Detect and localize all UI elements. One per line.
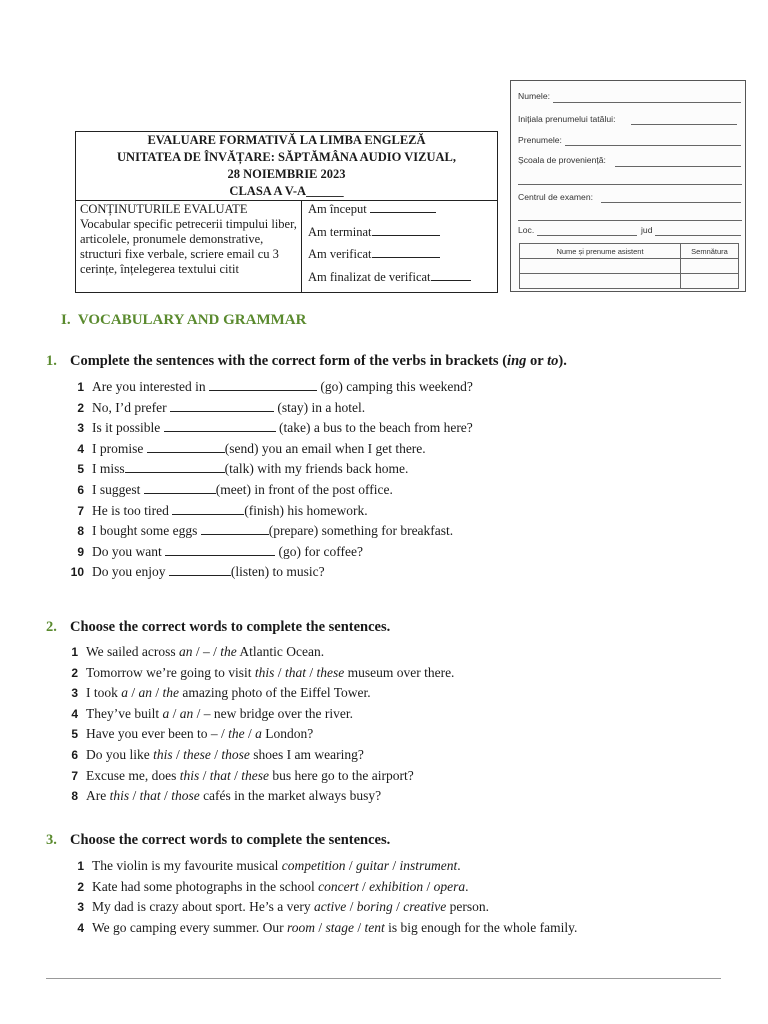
section-numeral: I. <box>61 312 71 328</box>
word-option[interactable]: an <box>138 685 153 701</box>
word-option[interactable]: an <box>179 705 194 721</box>
field-county[interactable] <box>641 225 739 235</box>
item-text: We sailed across <box>86 644 180 659</box>
item-text: / <box>305 664 317 680</box>
word-option[interactable]: a <box>121 685 128 701</box>
footer-divider <box>46 978 721 979</box>
item-text-before: Are you interested in <box>92 379 209 394</box>
item-text: / <box>244 726 256 742</box>
word-option[interactable]: – <box>203 644 210 659</box>
word-option[interactable]: boring <box>356 899 393 915</box>
word-option[interactable]: those <box>221 746 250 762</box>
answer-blank[interactable] <box>125 460 225 473</box>
status-checked[interactable] <box>308 246 497 269</box>
item-text: / <box>160 788 172 804</box>
question-1-items <box>62 378 473 584</box>
word-option[interactable]: these <box>316 664 345 680</box>
q2-item <box>56 788 454 809</box>
q3-item <box>62 920 577 941</box>
answer-blank[interactable] <box>201 522 269 535</box>
answer-blank[interactable] <box>170 399 274 412</box>
status-fields <box>302 201 497 292</box>
q2-item <box>56 665 454 686</box>
item-number: 5 <box>77 462 84 477</box>
item-number: 3 <box>77 421 84 436</box>
item-number: 5 <box>71 727 78 742</box>
word-option[interactable]: these <box>241 767 270 783</box>
field-locality-label: Loc. <box>518 225 535 235</box>
question-3-number: 3. <box>46 832 57 848</box>
section-heading <box>61 312 306 329</box>
item-text: We go camping every summer. Our <box>92 919 287 935</box>
question-2-instruction <box>46 619 390 636</box>
item-text: person. <box>446 899 489 915</box>
item-number: 7 <box>71 768 78 783</box>
word-option[interactable]: concert <box>318 878 359 894</box>
status-check-complete[interactable] <box>308 269 497 292</box>
item-text-after: (send) you an email when I get there. <box>224 440 426 456</box>
item-number: 8 <box>71 789 78 804</box>
word-option[interactable]: guitar <box>355 858 389 873</box>
field-school-label: Școala de proveniență: <box>518 155 606 165</box>
word-option[interactable]: those <box>171 788 200 804</box>
item-text: Have you ever been to <box>86 726 211 742</box>
q1-item <box>62 563 473 584</box>
signature-cell[interactable] <box>681 259 739 274</box>
question-3-instruction <box>46 832 390 849</box>
item-text: / <box>345 858 356 873</box>
item-number: 2 <box>77 879 84 894</box>
assistant-name-cell[interactable] <box>520 259 681 274</box>
field-name-label: Numele: <box>518 91 550 101</box>
field-father-initial-label: Inițiala prenumelui tatălui: <box>518 114 616 124</box>
item-text: / <box>315 919 326 935</box>
word-option[interactable]: a <box>162 705 170 721</box>
field-father-initial[interactable] <box>518 114 739 124</box>
q1-instruction-or: or <box>526 353 548 369</box>
item-number: 2 <box>71 665 78 680</box>
signature-cell[interactable] <box>681 274 739 289</box>
item-text-after: (meet) in front of the post office. <box>215 481 393 497</box>
answer-blank[interactable] <box>209 378 317 391</box>
q2-instruction-text: Choose the correct words to complete the sentences. <box>70 619 391 635</box>
item-text: / <box>209 644 221 659</box>
word-option[interactable]: active <box>313 899 347 915</box>
item-text-before: Do you enjoy <box>92 564 169 580</box>
answer-blank[interactable] <box>144 481 216 494</box>
item-text-before: I promise <box>92 440 147 456</box>
title-line-1: EVALUARE FORMATIVĂ LA LIMBA ENGLEZĂ <box>147 133 426 147</box>
word-option[interactable]: stage <box>325 919 355 935</box>
word-option[interactable]: that <box>139 788 161 804</box>
q3-item <box>62 858 577 879</box>
item-text: cafés in the market always busy? <box>199 788 382 804</box>
item-text: Tomorrow we’re going to visit <box>86 664 255 680</box>
item-text-before: I suggest <box>92 481 144 497</box>
q2-item <box>56 685 454 706</box>
q3-item <box>62 899 577 920</box>
answer-blank[interactable] <box>147 440 225 453</box>
title-line-3: 28 NOIEMBRIE 2023 <box>227 167 346 181</box>
status-started[interactable] <box>308 201 497 224</box>
item-number: 4 <box>77 920 84 935</box>
word-option[interactable]: this <box>153 746 173 762</box>
status-check-complete-label: Am finalizat de verificat <box>308 269 431 284</box>
field-school[interactable] <box>518 155 739 165</box>
item-text-after: (prepare) something for breakfast. <box>268 523 454 539</box>
q1-item <box>62 481 473 502</box>
item-text: is big enough for the whole family. <box>384 919 578 935</box>
field-exam-center-label: Centrul de examen: <box>518 192 593 202</box>
contents-text: Vocabular specific petrecerii timpului liber, articolele, pronumele demonstrative, structuri fixe verbale, scriere email cu 3 cerințe, înțelegerea textului citit <box>80 217 297 276</box>
evaluated-contents <box>76 201 302 292</box>
word-option[interactable]: an <box>179 644 193 659</box>
status-checked-label: Am verificat <box>308 247 372 261</box>
word-option[interactable]: this <box>109 788 130 804</box>
question-2-items <box>56 644 454 809</box>
q1-item <box>62 378 473 399</box>
item-text: / – new bridge over the river. <box>193 705 353 721</box>
word-option[interactable]: room <box>287 919 316 935</box>
word-option[interactable]: the <box>228 726 245 742</box>
q1-instruction-text: Complete the sentences with the correct form of the verbs in brackets ( <box>70 353 508 369</box>
word-option[interactable]: this <box>179 767 200 783</box>
q1-instruction-end: ). <box>558 353 567 369</box>
item-text-after: (go) for coffee? <box>275 543 363 559</box>
q3-instruction-text: Choose the correct words to complete the sentences. <box>70 832 391 848</box>
item-text: Are <box>86 788 110 804</box>
item-text: / <box>217 726 229 742</box>
item-text: My dad is crazy about sport. He’s a very <box>92 899 314 915</box>
item-text: They’ve built <box>86 705 163 721</box>
word-option[interactable]: – <box>210 726 218 742</box>
item-text-before: He is too tired <box>92 502 173 518</box>
student-identity-form-scan <box>510 80 746 292</box>
title-line-2: UNITATEA DE ÎNVĂȚARE: SĂPTĂMÂNA AUDIO VIZUAL, <box>117 150 456 164</box>
item-text: amazing photo of the Eiffel Tower. <box>179 685 371 701</box>
word-option[interactable]: a <box>255 726 262 742</box>
item-number: 3 <box>71 686 78 701</box>
item-number: 4 <box>71 706 78 721</box>
item-text: / <box>358 878 370 894</box>
q1-instruction-to: to <box>547 353 559 369</box>
answer-blank[interactable] <box>164 419 276 432</box>
item-text: / <box>172 746 184 762</box>
field-county-label: jud <box>641 225 653 235</box>
assistant-name-cell[interactable] <box>520 274 681 289</box>
item-text: / <box>192 644 204 659</box>
section-title: VOCABULARY AND GRAMMAR <box>77 312 307 328</box>
signature-header: Semnătura <box>681 244 739 259</box>
item-text: bus here go to the airport? <box>269 767 414 783</box>
exam-title-block <box>76 132 497 201</box>
item-text-after: (talk) with my friends back home. <box>224 461 409 477</box>
item-text: / <box>129 788 140 804</box>
q1-item <box>62 543 473 564</box>
word-option[interactable]: competition <box>281 858 346 873</box>
item-text-after: (stay) in a hotel. <box>273 399 366 415</box>
item-text-after: (finish) his homework. <box>244 502 368 518</box>
item-text: / <box>346 899 357 915</box>
item-text: Excuse me, does <box>86 767 180 783</box>
q1-item <box>62 419 473 440</box>
item-number: 1 <box>77 380 84 394</box>
word-option[interactable]: instrument <box>399 858 458 873</box>
q1-instruction-ing: ing <box>507 353 527 369</box>
item-text: / <box>210 746 222 762</box>
item-text-before: I miss <box>92 461 125 477</box>
item-text: Do you like <box>86 746 154 762</box>
q2-item <box>56 706 454 727</box>
word-option[interactable]: tent <box>364 919 385 935</box>
item-text: shoes I am wearing? <box>249 746 364 762</box>
q3-item <box>62 879 577 900</box>
item-number: 6 <box>77 482 84 497</box>
q2-item <box>56 747 454 768</box>
field-name[interactable] <box>518 91 739 101</box>
q2-item <box>56 726 454 747</box>
item-text: Kate had some photographs in the school <box>92 878 319 894</box>
status-started-label: Am început <box>308 202 367 216</box>
item-text: The violin is my favourite musical <box>92 858 282 873</box>
item-text: / <box>199 767 210 783</box>
title-line-4: CLASA A V-A______ <box>229 184 344 198</box>
item-text: museum over there. <box>344 664 455 680</box>
word-option[interactable]: creative <box>403 899 447 915</box>
item-number: 6 <box>71 747 78 762</box>
item-text: / <box>230 767 242 783</box>
item-text: / <box>152 685 163 701</box>
answer-blank[interactable] <box>169 563 231 576</box>
item-text-after: (go) camping this weekend? <box>316 379 473 394</box>
field-first-name-label: Prenumele: <box>518 135 562 145</box>
word-option[interactable]: opera <box>433 878 466 894</box>
word-option[interactable]: the <box>162 685 180 701</box>
q1-item <box>62 440 473 461</box>
status-finished[interactable] <box>308 224 497 247</box>
q1-item <box>62 399 473 420</box>
item-text: / <box>354 919 365 935</box>
item-number: 7 <box>77 503 84 518</box>
word-option[interactable]: that <box>209 767 231 783</box>
item-text: . <box>465 878 469 894</box>
item-text: / <box>274 664 285 680</box>
status-finished-label: Am terminat <box>308 224 372 239</box>
question-2-number: 2. <box>46 619 57 635</box>
item-number: 8 <box>77 524 84 539</box>
exam-header-table <box>75 131 498 293</box>
item-text: / <box>128 685 139 701</box>
item-text-before: Do you want <box>92 543 166 559</box>
item-text: / <box>389 858 400 873</box>
q1-item <box>62 460 473 481</box>
item-text: . <box>457 858 461 873</box>
answer-blank[interactable] <box>172 502 244 515</box>
item-text: / <box>392 899 404 915</box>
item-text: I took <box>86 685 122 701</box>
contents-heading: CONȚINUTURILE EVALUATE <box>80 202 248 216</box>
question-1-instruction <box>46 353 567 370</box>
field-exam-center[interactable] <box>518 192 739 202</box>
item-number: 3 <box>77 900 84 915</box>
item-text-before: I bought some eggs <box>92 523 201 539</box>
question-1-number: 1. <box>46 353 57 369</box>
item-number: 1 <box>71 645 78 659</box>
word-option[interactable]: the <box>220 644 237 659</box>
item-text-before: Is it possible <box>92 420 164 436</box>
q1-item <box>62 522 473 543</box>
q2-item <box>56 644 454 665</box>
word-option[interactable]: exhibition <box>369 878 424 894</box>
item-text: / <box>423 878 434 894</box>
assistant-name-header: Nume și prenume asistent <box>520 244 681 259</box>
item-number: 2 <box>77 400 84 415</box>
item-text: London? <box>261 726 314 742</box>
word-option[interactable]: this <box>254 664 275 680</box>
item-text: Atlantic Ocean. <box>236 644 325 659</box>
item-text: / <box>169 705 180 721</box>
item-number: 10 <box>70 565 84 580</box>
q1-item <box>62 502 473 523</box>
item-number: 4 <box>77 441 84 456</box>
item-number: 9 <box>77 544 84 559</box>
word-option[interactable]: that <box>284 664 306 680</box>
item-text-before: No, I’d prefer <box>92 399 170 415</box>
question-3-items <box>62 858 577 940</box>
assistant-signature-table <box>519 243 739 289</box>
item-text-after: (take) a bus to the beach from here? <box>275 420 473 436</box>
item-text-after: (listen) to music? <box>230 564 325 580</box>
field-first-name[interactable] <box>518 135 739 145</box>
answer-blank[interactable] <box>165 543 275 556</box>
item-number: 1 <box>77 859 84 873</box>
q2-item <box>56 768 454 789</box>
word-option[interactable]: these <box>183 746 211 762</box>
